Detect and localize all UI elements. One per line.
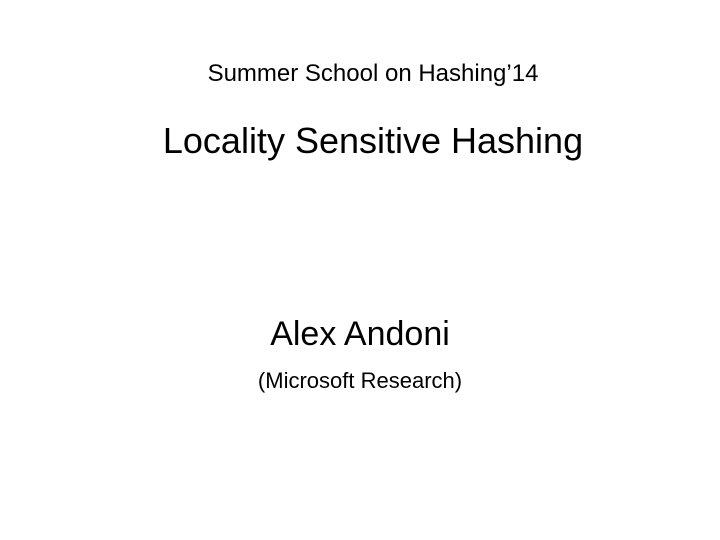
author-name: Alex Andoni [270,315,450,353]
event-title: Summer School on Hashing’14 [207,60,539,87]
slide-title: Locality Sensitive Hashing [162,120,584,161]
author-affiliation: (Microsoft Research) [257,368,463,393]
